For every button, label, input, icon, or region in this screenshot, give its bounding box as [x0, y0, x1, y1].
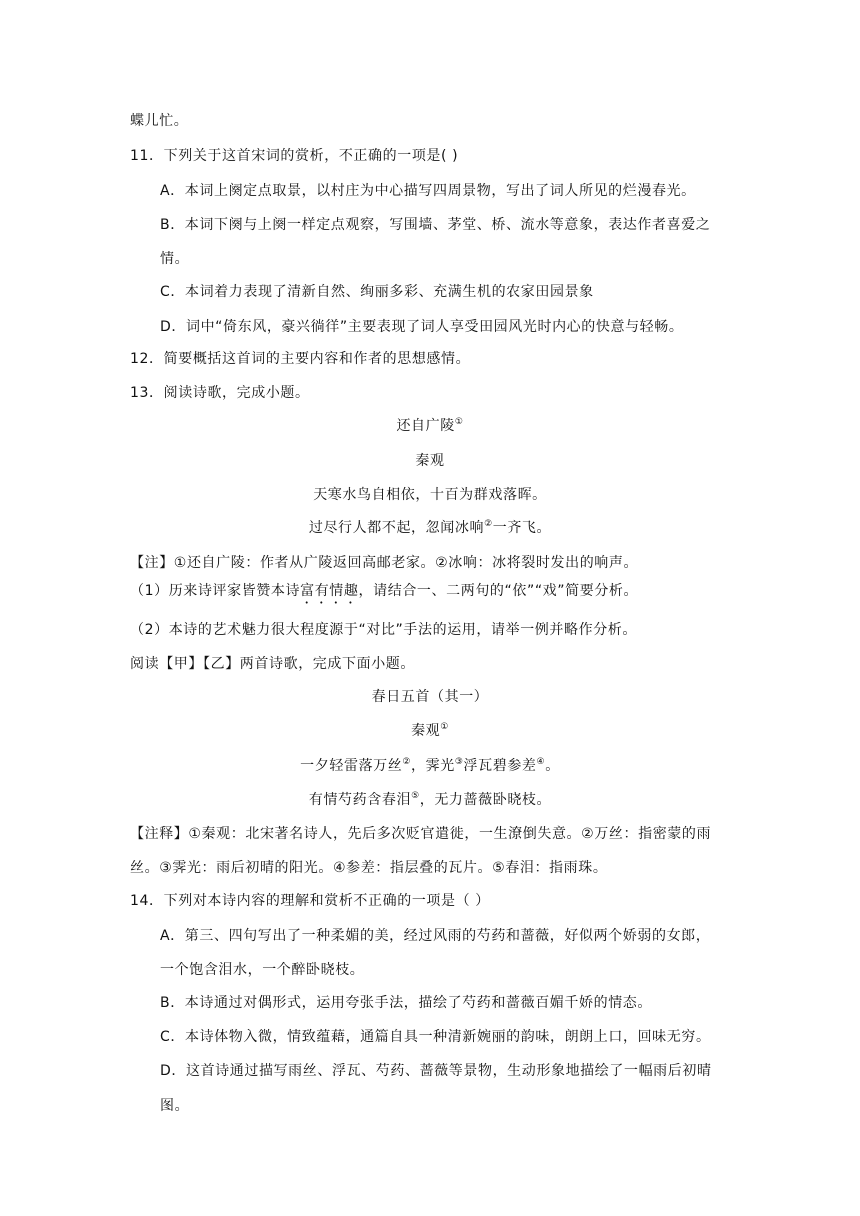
question-13-2: （2）本诗的艺术魅力很大程度源于“对比”手法的运用，请举一例并略作分析。 [130, 622, 638, 638]
question-13: 13．阅读诗歌，完成小题。 [130, 385, 310, 401]
question-14-option-a-cont: 一个饱含泪水，一个醉卧晓枝。 [160, 962, 365, 978]
question-14-option-d-cont: 图。 [160, 1098, 190, 1114]
text-line: 蝶儿忙。 [130, 113, 189, 129]
poem-1-line-2-part-b: 一齐飞。 [492, 520, 552, 536]
question-14-option-a: A．第三、四句写出了一种柔媚的美，经过风雨的芍药和蔷薇，好似两个娇弱的女郎， [160, 928, 711, 944]
poem-2-line-1-part-a: 一夕轻雷落万丝 [300, 758, 403, 774]
poem-1-line-2 [0, 518, 860, 538]
question-14-stem: 14．下列对本诗内容的理解和赏析不正确的一项是（ ） [130, 893, 490, 909]
poem-2-line-1 [0, 756, 860, 776]
footnote-marker: ② [484, 519, 493, 529]
poem-2-line-2-part-b: ，无力蔷薇卧晓枝。 [419, 792, 552, 808]
poem-2-note: 【注释】①秦观：北宋著名诗人，先后多次贬官遣徙，一生潦倒失意。②万丝：指密蒙的雨 [130, 826, 712, 842]
question-14-option-b: B．本诗通过对偶形式，运用夸张手法，描绘了芍药和蔷薇百媚千娇的情态。 [160, 995, 653, 1011]
poem-2-line-2-part-a: 有情芍药含春泪 [308, 792, 412, 808]
question-11-option-d: D．词中“倚东风，豪兴徜徉”主要表现了词人享受田园风光时内心的快意与轻畅。 [160, 319, 684, 335]
poem-2-title: 春日五首（其一） [371, 689, 489, 705]
question-11-stem: 11．下列关于这首宋词的赏析，不正确的一项是( ) [130, 148, 459, 164]
footnote-marker: ④ [536, 757, 546, 767]
poem-2-line-1-part-b: ，霁光 [411, 758, 455, 774]
emphasized-phrase: 富有情趣 [300, 583, 359, 599]
footnote-marker: ① [440, 722, 449, 732]
poem-2-note-cont: 丝。③霁光：雨后初晴的阳光。④参差：指层叠的瓦片。⑤春泪：指雨珠。 [130, 860, 608, 876]
poem-1-note: 【注】①还自广陵：作者从广陵返回高邮老家。②冰响：冰将裂时发出的响声。 [130, 555, 639, 571]
question-11-option-b-cont: 情。 [160, 251, 190, 267]
footnote-marker: ③ [454, 757, 464, 767]
question-11-option-c: C．本词着力表现了清新自然、绚丽多彩、充满生机的农家田园景象 [160, 284, 594, 300]
poem-2-line-1-part-c: 浮瓦碧参差 [463, 758, 537, 774]
question-11-option-a: A．本词上阕定点取景，以村庄为中心描写四周景物，写出了词人所见的烂漫春光。 [160, 183, 696, 199]
poem-2-author [0, 721, 860, 741]
question-12: 12．简要概括这首词的主要内容和作者的思想感情。 [130, 351, 471, 367]
poem-1-title-text: 还自广陵 [396, 418, 455, 434]
poem-1-title [0, 416, 860, 436]
question-13-1-part-b: ，请结合一、二两句的“依”“戏”简要分析。 [358, 583, 639, 599]
question-13-1 [130, 581, 638, 607]
poem-2-author-text: 秦观 [411, 723, 441, 739]
question-13-1-part-a: （1）历来诗评家皆赞本诗 [130, 583, 301, 599]
question-11-option-b: B．本词下阕与上阕一样定点观察，写围墙、茅堂、桥、流水等意象，表达作者喜爱之 [160, 217, 711, 233]
question-14-option-c: C．本诗体物入微，情致蕴藉，通篇自具一种清新婉丽的韵味，朗朗上口，回味无穷。 [160, 1029, 711, 1045]
footnote-marker: ① [454, 417, 464, 427]
poem-1-line-2-part-a: 过尽行人都不起，忽闻冰响 [308, 520, 485, 536]
footnote-marker: ② [402, 757, 412, 767]
poem-2-line-2 [0, 790, 860, 810]
footnote-marker: ⑤ [411, 791, 420, 801]
poem-1-author: 秦观 [415, 453, 445, 469]
reading-intro: 阅读【甲】【乙】两首诗歌，完成下面小题。 [130, 656, 415, 672]
question-14-option-d: D．这首诗通过描写雨丝、浮瓦、芍药、蔷薇等景物，生动形象地描绘了一幅雨后初晴 [160, 1063, 712, 1079]
poem-1-line-1: 天寒水鸟自相依，十百为群戏落晖。 [313, 487, 547, 503]
poem-2-line-1-part-d: 。 [545, 758, 560, 774]
